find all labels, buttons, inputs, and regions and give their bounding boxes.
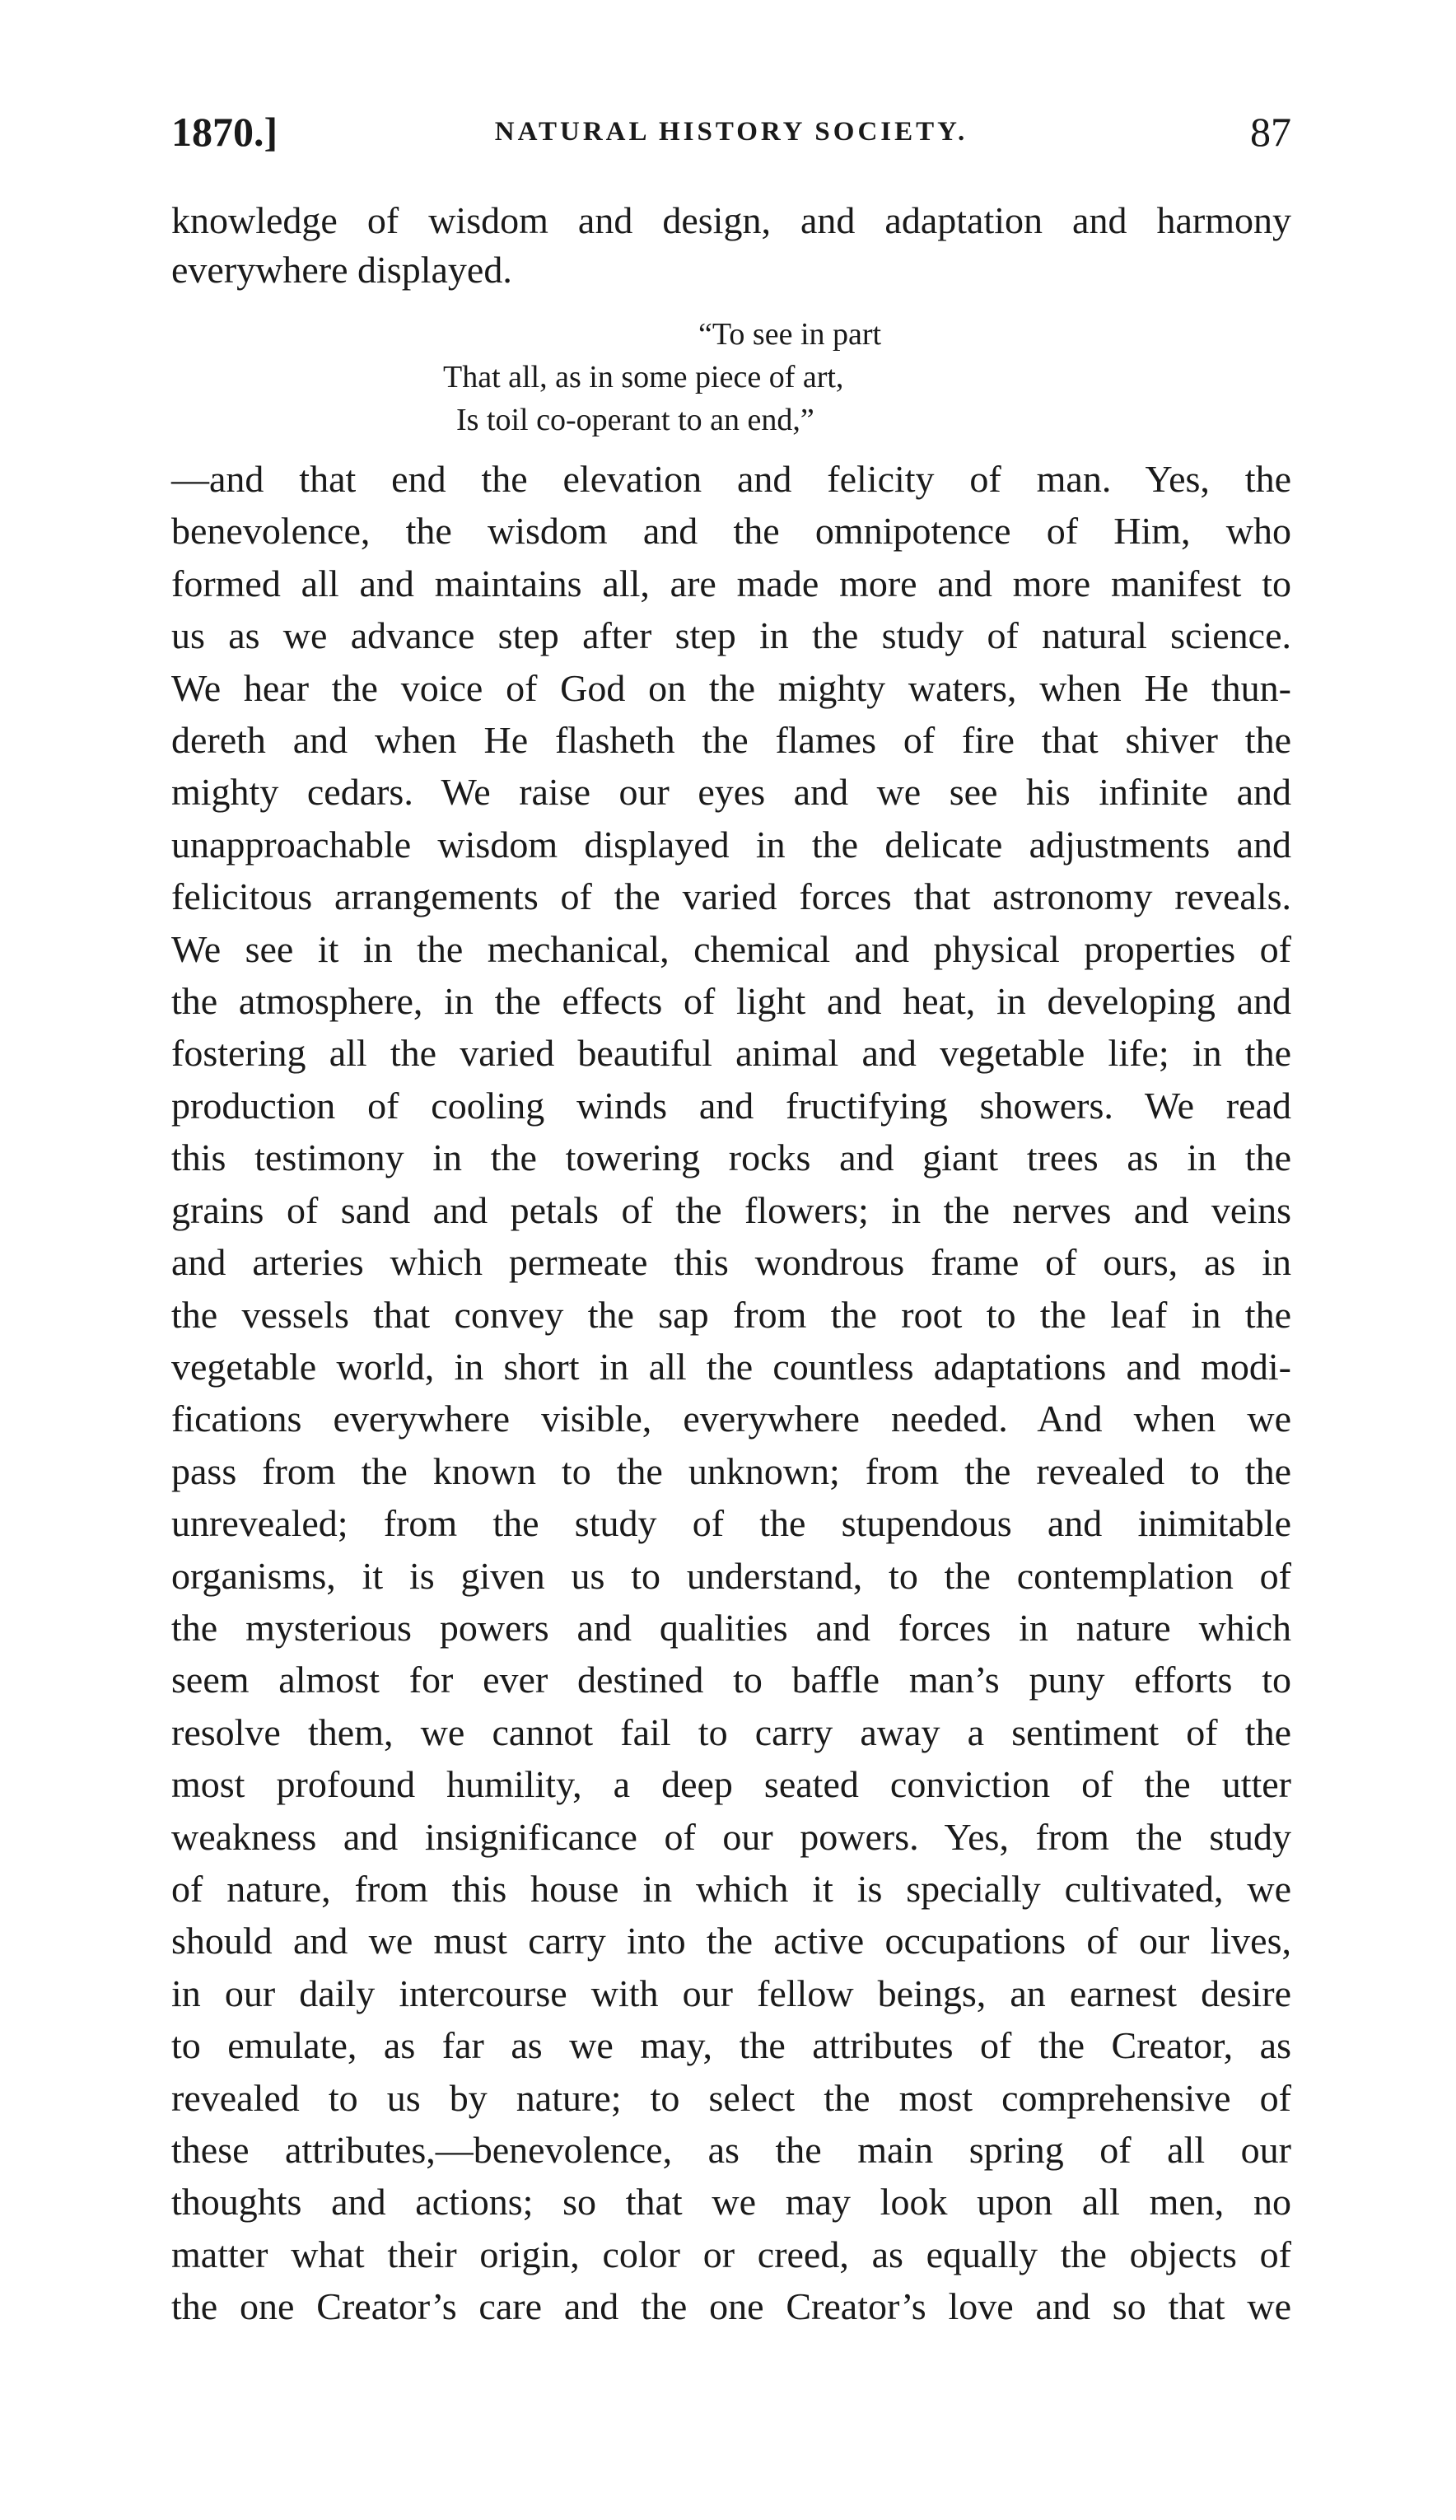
intro-paragraph xyxy=(171,196,1291,295)
text-line: unapproachable wisdom displayed in the delicate adjustments and xyxy=(171,823,1291,866)
main-paragraph xyxy=(171,453,1291,2462)
text-line: felicitous arrangements of the varied forces that astronomy reveals. xyxy=(171,875,1291,918)
text-line: fostering all the varied beautiful animal and vegetable life; in the xyxy=(171,1032,1291,1075)
text-line: —and that end the elevation and felicity of man. Yes, the xyxy=(171,458,1291,500)
text-line: grains of sand and petals of the flowers; in the nerves and veins xyxy=(171,1188,1291,1231)
text-line: should and we must carry into the active occupations of our lives, xyxy=(171,1920,1291,1962)
text-line: of nature, from this house in which it is specially cultivated, we xyxy=(171,1867,1291,1910)
text-line: the vessels that convey the sap from the root to the leaf in the xyxy=(171,1293,1291,1336)
running-header xyxy=(171,105,1291,158)
running-title: NATURAL HISTORY SOCIETY. xyxy=(494,117,968,147)
text-line: pass from the known to the unknown; from the revealed to the xyxy=(171,1449,1291,1492)
text-line: the one Creator’s care and the one Creator’s love and so that we xyxy=(171,2285,1291,2328)
text-line: the atmosphere, in the effects of light and heat, in developing and xyxy=(171,980,1291,1023)
header-year: 1870.] xyxy=(171,109,278,155)
text-line: these attributes,—benevolence, as the main spring of all our xyxy=(171,2129,1291,2171)
text-line: formed all and maintains all, are made more and more manifest to xyxy=(171,562,1291,604)
text-line: the mysterious powers and qualities and forces in nature which xyxy=(171,1606,1291,1649)
text-line: mighty cedars. We raise our eyes and we see his infinite and xyxy=(171,771,1291,814)
text-line: us as we advance step after step in the study of natural science. xyxy=(171,614,1291,657)
text-line: this testimony in the towering rocks and giant trees as in the xyxy=(171,1136,1291,1179)
text-line: in our daily intercourse with our fellow beings, an earnest desire xyxy=(171,1972,1291,2014)
text-line: We hear the voice of God on the mighty waters, when He thun- xyxy=(171,666,1291,709)
text-line: thoughts and actions; so that we may look upon all men, no xyxy=(171,2181,1291,2224)
text-line: production of cooling winds and fructifying showers. We read xyxy=(171,1084,1291,1127)
text-line: fications everywhere visible, everywhere needed. And when we xyxy=(171,1398,1291,1440)
text-line: vegetable world, in short in all the countless adaptations and modi- xyxy=(171,1345,1291,1388)
text-line: benevolence, the wisdom and the omnipotence of Him, who xyxy=(171,510,1291,553)
text-line: weakness and insignificance of our powers. Yes, from the study xyxy=(171,1815,1291,1858)
text-line: We see it in the mechanical, chemical and physical properties of xyxy=(171,927,1291,970)
text-line: matter what their origin, color or creed, as equally the objects of xyxy=(171,2233,1291,2275)
text-line: resolve them, we cannot fail to carry away a sentiment of the xyxy=(171,1710,1291,1753)
text-line: everywhere displayed. xyxy=(171,249,512,291)
text-line: organisms, it is given us to understand, to the contemplation of xyxy=(171,1554,1291,1597)
text-line: knowledge of wisdom and design, and adaptation and harmony xyxy=(171,199,1291,241)
text-line: and arteries which permeate this wondrous frame of ours, as in xyxy=(171,1241,1291,1284)
text-line: revealed to us by nature; to select the most comprehensive of xyxy=(171,2076,1291,2119)
text-line: unrevealed; from the study of the stupendous and inimitable xyxy=(171,1502,1291,1545)
quote-line: “To see in part xyxy=(698,317,882,352)
page-number: 87 xyxy=(1250,109,1291,155)
text-line: seem almost for ever destined to baffle man’s puny efforts to xyxy=(171,1659,1291,1701)
quote-line: Is toil co-operant to an end,” xyxy=(456,403,814,437)
quote-line: That all, as in some piece of art, xyxy=(443,360,844,394)
text-line: most profound humility, a deep seated conviction of the utter xyxy=(171,1763,1291,1806)
poem-quotation xyxy=(171,313,1291,441)
text-line: dereth and when He flasheth the flames of fire that shiver the xyxy=(171,719,1291,762)
text-line: to emulate, as far as we may, the attributes of the Creator, as xyxy=(171,2024,1291,2067)
